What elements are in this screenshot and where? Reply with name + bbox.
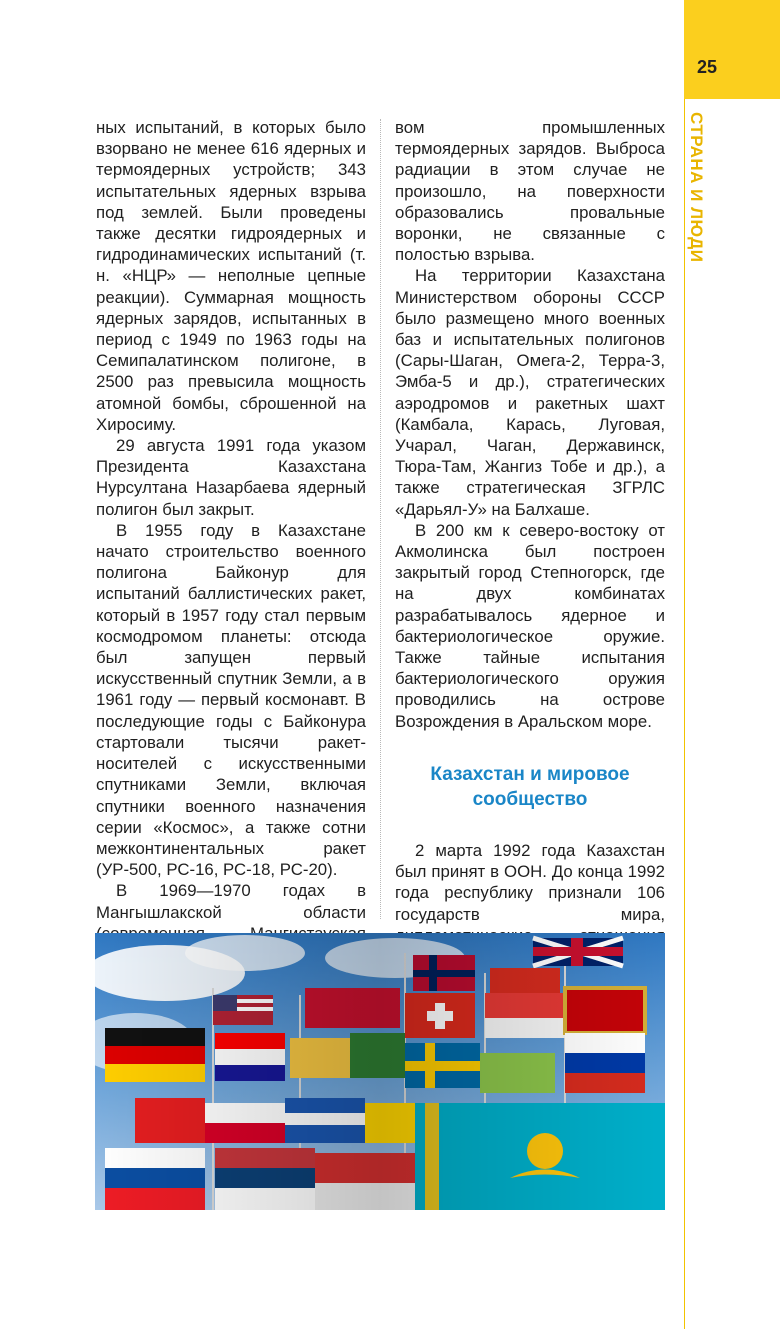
section-label: СТРАНА И ЛЮДИ (687, 112, 706, 263)
flags-photo (95, 933, 665, 1210)
paragraph: 29 августа 1991 года указом Президента Казахстана Нурсултана Назарбаева ядерный полигон был закрыт. (96, 436, 366, 519)
page-number: 25 (697, 57, 718, 77)
paragraph: В 1969—1970 годах в Мангышлакской области (96, 881, 366, 922)
column-divider (380, 119, 381, 919)
paragraph: На территории Казахстана Министерством обороны СССР было размещено много военных баз и испытательных полигонов (Сары-Шаган, Омега-2, Терра-3, Эмба-5 и др.), стратегических аэродромов и ракетных шахт (Камбала, Карась, Луговая, Учарал, Чаган, Державинск, Тюра-Там, Жангиз Тобе и др.), а также стратегическая ЗГРЛС «Дарьял-У» на Балхаше. (395, 266, 665, 519)
paragraph: В 200 км к северо-востоку от Акмолинска был построен закрытый город Степногорск, где на двух комбинатах разрабатывалось ядерное и бактериологическое оружие. Также тайные испытания бактериологического оружия проводились на острове Возрождения в Аральском море. (395, 520, 665, 731)
paragraph: вом промышленных термоядерных зарядов. Выброса радиации в этом случае не произошло, на поверхности образовались провальные воронки, не связанные с полостью взрыва. (395, 118, 665, 265)
section-heading: Казахстан и мировое сообщество (430, 763, 630, 810)
paragraph: 2 марта 1992 года Казахстан был принят в ООН. До конца 1992 года республику признали 106 государств мира, (395, 840, 665, 924)
fabric-shading (95, 933, 665, 1210)
paragraph: В 1955 году в Казахстане начато строительство военного полигона Байконур для испытаний баллистических ракет, который в 1957 году стал первым космодромом планеты: отсюда был запущен первый искусственный спутник Земли, а в 1961 году — первый космонавт. В последующие годы с Байконура стартовали тысячи ракет-носителей с искусственными спутниками Земли, включая спутники военного назначения серии «Космос», а также сотни межконтинентальных ракет (УР-500, РС-16, РС-18, РС-20). (96, 520, 366, 880)
left-column (96, 117, 366, 1008)
paragraph: ных испытаний, в которых было взорвано не менее 616 ядерных и термоядерных устройств; 343 испытательных ядерных взрыва под землей. Были проведены также десятки гидроядерных и гидродинамических испытаний (т. н. «НЦР» — неполные цепные реакции). Суммарная мощность ядерных зарядов, испытанных в период с 1949 по 1963 годы на Семипалатинском полигоне, в 2500 раз превысила мощность атомной бомбы, сброшенной на Хиросиму. (96, 118, 366, 434)
right-column (395, 117, 665, 1052)
page-number-box (684, 0, 780, 99)
